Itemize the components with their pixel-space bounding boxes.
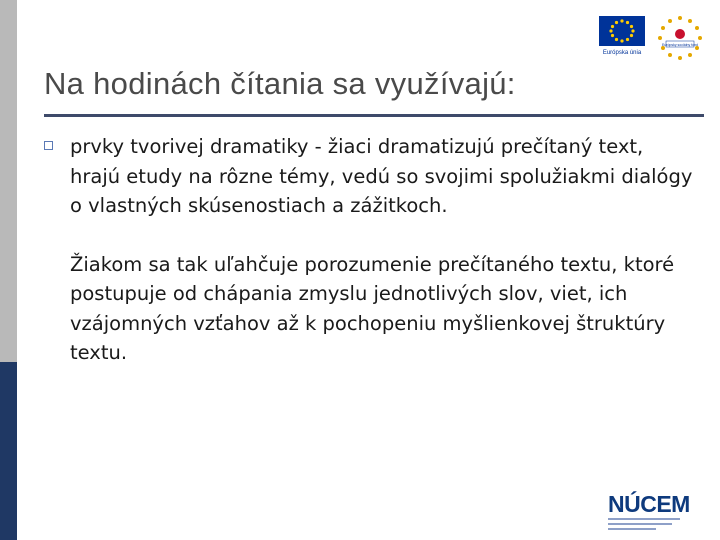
esf-caption: Európsky sociálny fond [662, 43, 698, 47]
square-bullet-icon [44, 141, 53, 150]
eu-flag-icon [598, 16, 646, 60]
esf-star-circle-icon [656, 14, 704, 62]
side-bar [0, 0, 17, 540]
nucem-logo [608, 492, 688, 532]
eu-caption: Európska únia [602, 50, 642, 56]
title-underline [44, 114, 704, 117]
slide-title: Na hodinách čítania sa využívajú: [44, 66, 516, 101]
nucem-wordmark: NÚCEM [608, 491, 690, 517]
esf-logo-svg [656, 14, 704, 62]
bullet-item [44, 132, 694, 221]
bullet-text: prvky tvorivej dramatiky - žiaci dramatizujú prečítaný text, hrajú etudy na rôzne témy, vedú so svojimi spolužiakmi dialógy o vlastných skúsenostiach a zážitkoch. [70, 135, 693, 217]
side-bar-bottom [0, 362, 17, 540]
eu-flag-svg [598, 16, 646, 60]
nucem-subtitle-lines [608, 518, 688, 530]
side-bar-top [0, 0, 17, 362]
paragraph-text: Žiakom sa tak uľahčuje porozumenie prečítaného textu, ktoré postupuje od chápania zmyslu jednotlivých slov, viet, ich vzájomných vzťahov až k pochopeniu myšlienkovej štruktúry textu. [70, 252, 675, 364]
logo-area [598, 14, 706, 62]
slide-content [44, 132, 694, 368]
